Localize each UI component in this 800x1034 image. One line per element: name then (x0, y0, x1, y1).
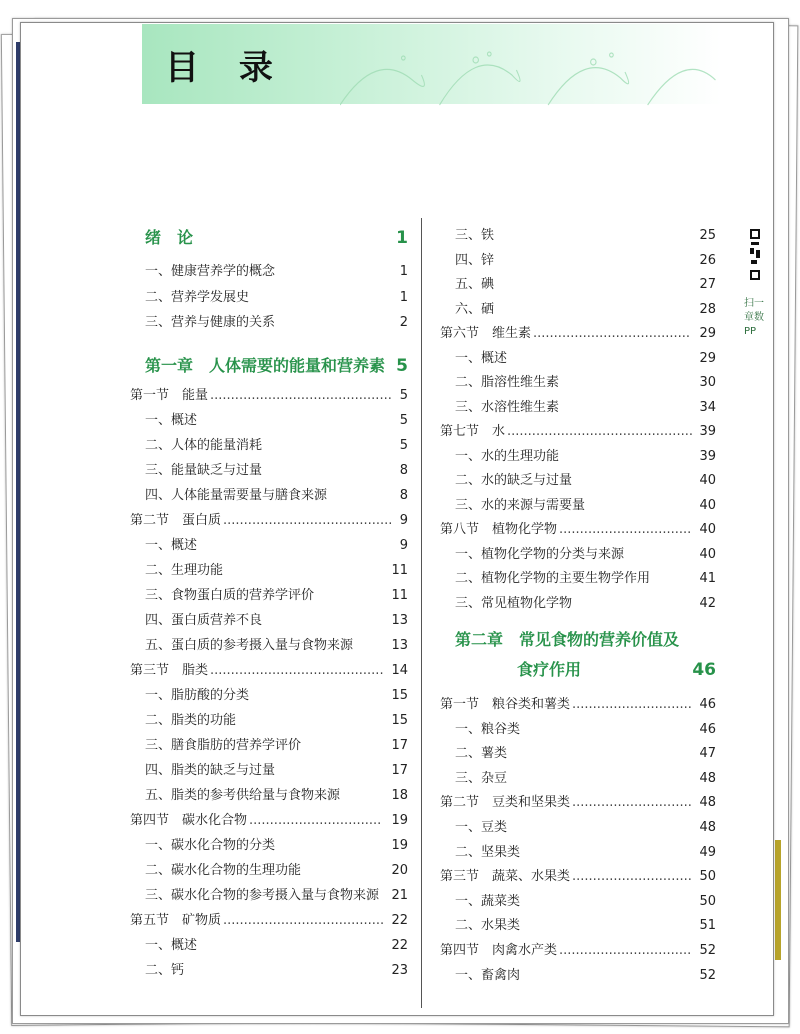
toc-section[interactable] (130, 511, 408, 531)
leader-dots: ............................. (572, 869, 692, 885)
toc-page-number: 50 (699, 869, 716, 885)
leader-dots: ............................................ (210, 388, 392, 403)
toc-page-number: 15 (391, 688, 408, 703)
toc-label: 绪 论 (145, 228, 194, 247)
toc-section[interactable] (440, 695, 716, 715)
toc-page-number: 27 (699, 277, 716, 292)
column-divider (421, 218, 422, 1008)
toc-chapter[interactable] (145, 226, 408, 250)
toc-chapter[interactable] (455, 628, 716, 652)
toc-item[interactable] (145, 861, 408, 881)
toc-label: 二、钙 (145, 963, 185, 978)
toc-page-number: 13 (391, 613, 408, 628)
toc-label: 二、水的缺乏与过量 (455, 473, 573, 488)
page-edge (775, 840, 781, 960)
leader-dots: ................................ (559, 943, 692, 958)
toc-page-number: 29 (699, 326, 716, 341)
toc-page-number: 13 (391, 638, 408, 653)
toc-item[interactable] (145, 936, 408, 956)
toc-item[interactable] (455, 892, 716, 912)
toc-label: 食疗作用 (517, 660, 582, 679)
toc-label: 一、植物化学物的分类与来源 (455, 546, 625, 562)
toc-item[interactable] (145, 836, 408, 856)
toc-section[interactable] (440, 941, 716, 961)
toc-item[interactable] (145, 436, 408, 456)
toc-page-number: 40 (699, 473, 716, 488)
toc-item[interactable] (145, 313, 408, 333)
toc-page-number: 23 (391, 963, 408, 978)
toc-label: 一、健康营养学的概念 (145, 264, 276, 279)
toc-label: 二、脂类的功能 (145, 713, 237, 728)
toc-label: 第七节 水 (440, 424, 506, 439)
toc-label: 二、生理功能 (145, 563, 224, 578)
toc-label: 第六节 维生素 (440, 326, 532, 341)
toc-item[interactable] (455, 769, 716, 789)
toc-item[interactable] (145, 461, 408, 481)
toc-item[interactable] (145, 761, 408, 781)
toc-item[interactable] (455, 966, 716, 986)
toc-page-number: 40 (699, 522, 716, 537)
toc-page-number: 48 (699, 770, 716, 786)
toc-section[interactable] (130, 661, 408, 681)
toc-label: 三、水的来源与需要量 (455, 497, 586, 513)
toc-item[interactable] (145, 536, 408, 556)
toc-page-number: 17 (391, 763, 408, 778)
leader-dots: ....................................... (223, 913, 385, 928)
toc-label: 二、薯类 (455, 746, 508, 762)
toc-section[interactable] (130, 911, 408, 931)
toc-label: 二、坚果类 (455, 844, 521, 860)
toc-label: 一、脂肪酸的分类 (145, 688, 250, 703)
toc-chapter[interactable] (145, 354, 408, 378)
leader-dots: ............................. (572, 697, 692, 712)
toc-page-number: 11 (391, 563, 408, 578)
toc-section[interactable] (440, 520, 716, 540)
toc-label: 第八节 植物化学物 (440, 522, 558, 537)
toc-page-number: 21 (391, 888, 408, 903)
toc-label: 三、营养与健康的关系 (145, 315, 276, 330)
wave-pattern-icon (340, 40, 720, 110)
toc-page-number: 1 (399, 264, 408, 279)
toc-page-number: 22 (391, 913, 408, 928)
toc-page-number: 52 (699, 943, 716, 958)
toc-page-number: 25 (699, 228, 716, 243)
toc-page-number: 5 (399, 438, 408, 453)
toc-label: 第二节 豆类和坚果类 (440, 795, 571, 811)
toc-item[interactable] (145, 411, 408, 431)
leader-dots: ...................................... (533, 326, 691, 341)
toc-page-number: 40 (699, 546, 716, 562)
toc-item[interactable] (455, 569, 716, 589)
toc-page-number: 39 (699, 448, 716, 464)
toc-section[interactable] (440, 793, 716, 813)
toc-label: 第四节 肉禽水产类 (440, 943, 558, 958)
toc-page-number: 1 (399, 290, 408, 305)
toc-item[interactable] (455, 300, 716, 320)
toc-section[interactable] (440, 422, 716, 442)
toc-section[interactable] (130, 811, 408, 831)
toc-label: 三、杂豆 (455, 770, 508, 786)
toc-label: 一、粮谷类 (455, 721, 521, 737)
toc-label: 二、人体的能量消耗 (145, 438, 263, 453)
toc-label: 第一节 粮谷类和薯类 (440, 697, 571, 712)
toc-page-number: 11 (391, 588, 408, 603)
toc-page-number: 19 (391, 813, 408, 828)
toc-page-number: 17 (391, 738, 408, 753)
toc-item[interactable] (455, 251, 716, 271)
toc-page-number: 48 (699, 795, 716, 811)
toc-page-number: 5 (396, 356, 408, 376)
toc-label: 二、脂溶性维生素 (455, 375, 560, 390)
toc-item[interactable] (455, 916, 716, 936)
toc-page-number: 29 (699, 350, 716, 366)
toc-label: 四、锌 (455, 252, 495, 268)
toc-item[interactable] (145, 561, 408, 581)
leader-dots: ............................................. (507, 424, 693, 439)
toc-item[interactable] (455, 275, 716, 295)
toc-label: 五、蛋白质的参考摄入量与食物来源 (145, 638, 354, 653)
toc-item[interactable] (145, 636, 408, 656)
toc-page-number: 46 (692, 660, 716, 680)
toc-item[interactable] (145, 961, 408, 981)
toc-page-number: 22 (391, 938, 408, 953)
toc-item[interactable] (455, 744, 716, 764)
toc-label: 四、蛋白质营养不良 (145, 613, 263, 628)
toc-chapter[interactable] (517, 658, 716, 682)
toc-label: 一、蔬菜类 (455, 893, 521, 909)
toc-label: 三、水溶性维生素 (455, 399, 560, 415)
toc-item[interactable] (455, 843, 716, 863)
toc-item[interactable] (145, 262, 408, 282)
toc-label: 一、豆类 (455, 820, 508, 835)
toc-page-number: 30 (699, 375, 716, 390)
toc-label: 三、铁 (455, 228, 495, 243)
toc-page-number: 34 (699, 399, 716, 415)
toc-page-number: 48 (699, 820, 716, 835)
toc-label: 一、碳水化合物的分类 (145, 838, 276, 853)
toc-item[interactable] (455, 471, 716, 491)
toc-page-number: 28 (699, 301, 716, 317)
toc-page-number: 51 (699, 918, 716, 934)
leader-dots: ......................................... (223, 513, 393, 528)
toc-page-number: 8 (399, 488, 408, 503)
scan-hint (744, 297, 764, 339)
toc-page-number: 49 (699, 844, 716, 860)
toc-label: 第三节 脂类 (130, 663, 209, 678)
toc-item[interactable] (455, 226, 716, 246)
toc-label: 三、膳食脂肪的营养学评价 (145, 738, 302, 753)
toc-item[interactable] (145, 611, 408, 631)
toc-section[interactable] (130, 386, 408, 406)
toc-item[interactable] (145, 711, 408, 731)
scan-hint-line: PP (744, 326, 757, 337)
toc-item[interactable] (145, 736, 408, 756)
toc-page-number: 46 (699, 721, 716, 737)
toc-page-number: 26 (699, 252, 716, 268)
toc-page-number: 50 (699, 893, 716, 909)
toc-item[interactable] (455, 720, 716, 740)
toc-label: 二、碳水化合物的生理功能 (145, 863, 302, 878)
toc-page-number: 52 (699, 967, 716, 983)
toc-page-number: 9 (399, 538, 408, 553)
toc-page-number: 9 (399, 513, 408, 528)
scan-hint-line: 章数 (744, 312, 764, 323)
toc-page-number: 42 (699, 595, 716, 611)
toc-item[interactable] (455, 373, 716, 393)
toc-label: 三、常见植物化学物 (455, 595, 573, 611)
toc-item[interactable] (455, 398, 716, 418)
qr-code-icon (749, 228, 761, 282)
toc-label: 第一章 人体需要的能量和营养素 (145, 356, 386, 375)
toc-page-number: 20 (391, 863, 408, 878)
toc-label: 二、水果类 (455, 918, 521, 934)
toc-page-number: 18 (391, 788, 408, 803)
toc-item[interactable] (455, 496, 716, 516)
toc-item[interactable] (145, 486, 408, 506)
toc-label: 第二节 蛋白质 (130, 513, 222, 528)
toc-item[interactable] (455, 818, 716, 838)
leader-dots: ............................. (572, 795, 692, 811)
toc-page-number: 40 (699, 497, 716, 513)
toc-label: 三、能量缺乏与过量 (145, 463, 263, 478)
toc-label: 二、植物化学物的主要生物学作用 (455, 571, 651, 586)
toc-label: 第一节 能量 (130, 388, 209, 403)
toc-label: 第四节 碳水化合物 (130, 813, 248, 828)
toc-item[interactable] (145, 886, 408, 906)
toc-page-number: 1 (396, 228, 408, 248)
toc-label: 五、脂类的参考供给量与食物来源 (145, 788, 341, 803)
toc-item[interactable] (455, 447, 716, 467)
toc-label: 一、概述 (455, 350, 508, 366)
toc-page-number: 15 (391, 713, 408, 728)
toc-label: 第三节 蔬菜、水果类 (440, 869, 571, 885)
toc-label: 一、概述 (145, 413, 198, 428)
leader-dots: .......................................... (210, 663, 384, 678)
toc-label: 四、脂类的缺乏与过量 (145, 763, 276, 778)
toc-label: 二、营养学发展史 (145, 290, 250, 305)
toc-page-number: 14 (391, 663, 408, 678)
scan-hint-line: 扫一 (744, 298, 764, 309)
toc-label: 第五节 矿物质 (130, 913, 222, 928)
toc-item[interactable] (145, 288, 408, 308)
toc-item[interactable] (455, 349, 716, 369)
toc-page-number: 5 (399, 388, 408, 403)
toc-page-number: 41 (699, 571, 716, 586)
toc-label: 四、人体能量需要量与膳食来源 (145, 488, 328, 503)
toc-item[interactable] (145, 686, 408, 706)
page-title: 目 录 (165, 48, 287, 88)
toc-item[interactable] (145, 586, 408, 606)
toc-page-number: 8 (399, 463, 408, 478)
toc-label: 五、碘 (455, 277, 495, 292)
toc-page-number: 5 (399, 413, 408, 428)
toc-section[interactable] (440, 324, 716, 344)
toc-label: 三、碳水化合物的参考摄入量与食物来源 (145, 888, 380, 903)
toc-page-number: 19 (391, 838, 408, 853)
toc-page-number: 39 (699, 424, 716, 439)
toc-section[interactable] (440, 867, 716, 887)
toc-item[interactable] (145, 786, 408, 806)
toc-label: 一、畜禽肉 (455, 967, 521, 983)
leader-dots: ................................ (559, 522, 692, 537)
toc-label: 三、食物蛋白质的营养学评价 (145, 588, 315, 603)
toc-label: 六、硒 (455, 301, 495, 317)
toc-label: 第二章 常见食物的营养价值及 (455, 630, 680, 649)
toc-item[interactable] (455, 545, 716, 565)
toc-label: 一、水的生理功能 (455, 448, 560, 464)
toc-item[interactable] (455, 594, 716, 614)
leader-dots: ................................ (249, 813, 382, 828)
toc-page-number: 46 (699, 697, 716, 712)
toc-label: 一、概述 (145, 538, 198, 553)
toc-page-number: 2 (399, 315, 408, 330)
toc-page-number: 47 (699, 746, 716, 762)
toc-label: 一、概述 (145, 938, 198, 953)
